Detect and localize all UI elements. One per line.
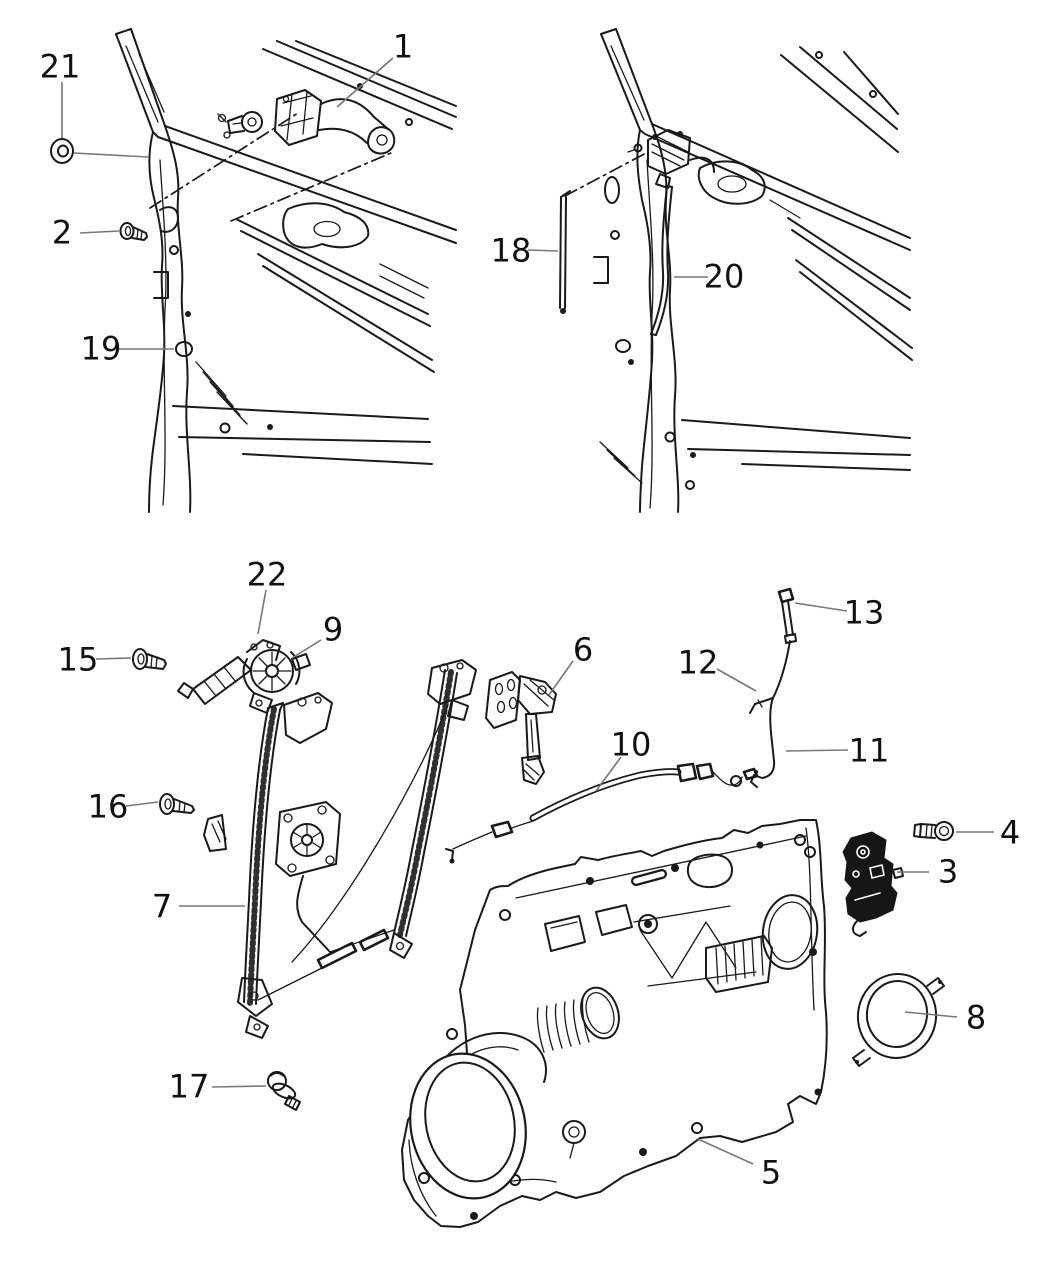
- callout-label-1: 1: [392, 27, 414, 66]
- callout-leader-22: [258, 590, 266, 634]
- part-latch-cable: [446, 764, 758, 864]
- callout-label-20: 20: [703, 257, 745, 296]
- line-art: [51, 29, 953, 1227]
- part-grommet-21: [51, 139, 73, 163]
- hole-19: [176, 342, 192, 356]
- part-speaker-seal-ring: [853, 969, 944, 1066]
- callout-leader-5: [698, 1139, 753, 1164]
- part-screw-2: [121, 223, 148, 240]
- part-exterior-door-handle: [150, 90, 394, 221]
- part-lock-rod-18: [560, 191, 570, 314]
- callout-label-17: 17: [168, 1067, 210, 1106]
- callout-label-4: 4: [999, 813, 1021, 852]
- callout-label-18: 18: [490, 231, 532, 270]
- callout-leader-16: [126, 802, 158, 806]
- callout-leader-2: [80, 231, 119, 233]
- callout-leader-11: [786, 750, 848, 751]
- part-window-regulator: [204, 660, 476, 1038]
- callout-label-6: 6: [572, 630, 594, 669]
- callout-label-11: 11: [848, 731, 890, 770]
- callout-layer: [40, 28, 1021, 1192]
- part-push-pin: [268, 1072, 300, 1110]
- callout-label-3: 3: [937, 852, 959, 891]
- callout-leader-13: [795, 603, 847, 611]
- callout-leader-21-1: [74, 153, 148, 157]
- part-presenter-bracket: [486, 672, 556, 784]
- callout-label-8: 8: [965, 998, 987, 1037]
- callout-leader-17: [212, 1086, 266, 1087]
- callout-label-19: 19: [80, 329, 122, 368]
- callout-label-22: 22: [246, 555, 288, 594]
- callout-label-2: 2: [51, 213, 73, 252]
- callout-label-13: 13: [843, 593, 885, 632]
- callout-label-15: 15: [57, 640, 99, 679]
- part-door-latch: [843, 832, 903, 936]
- part-bolt-15: [133, 649, 166, 669]
- callout-leader-15: [96, 658, 131, 659]
- callout-label-10: 10: [610, 725, 652, 764]
- callout-leader-8: [905, 1012, 957, 1017]
- part-lock-link-rod: [750, 589, 796, 787]
- callout-label-5: 5: [760, 1153, 782, 1192]
- callout-leader-6: [549, 661, 573, 695]
- callout-leader-12: [717, 669, 756, 691]
- part-bolt-4: [914, 822, 953, 840]
- callout-label-7: 7: [151, 887, 173, 926]
- callout-leader-18: [528, 250, 558, 251]
- lock-cylinder: [242, 112, 262, 132]
- callout-label-21: 21: [39, 47, 81, 86]
- callout-label-16: 16: [87, 787, 129, 826]
- callout-label-12: 12: [677, 643, 719, 682]
- callout-label-9: 9: [322, 610, 344, 649]
- part-bolt-16: [160, 794, 194, 814]
